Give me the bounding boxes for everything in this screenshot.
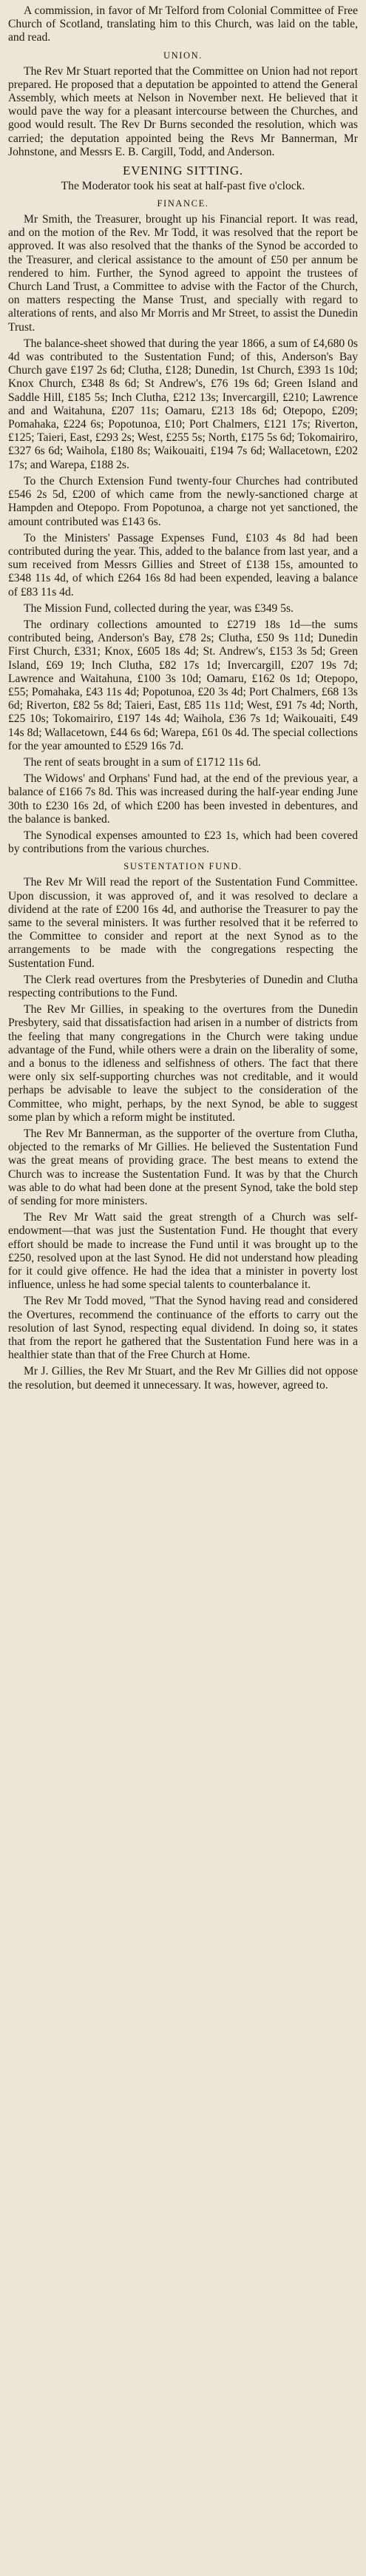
paragraph-synodical-expenses: The Synodical expenses amounted to £23 1s, which had been covered by contributions from the various churches. xyxy=(8,829,358,856)
section-heading-evening-sitting: EVENING SITTING. xyxy=(123,163,243,178)
paragraph-passage-expenses-fund: To the Ministers' Passage Expenses Fund, £103 4s 8d had been contributed during the year. This, added to the balance from last year, and a sum received from Messrs Gillies and Street of £138 15s, amounted to £348 11s 4d, of which £264 16s 8d had been expended, leaving a balance of £83 11s 4d. xyxy=(8,531,358,599)
moderator-line: The Moderator took his seat at half-past five o'clock. xyxy=(61,180,305,193)
paragraph-financial-report: Mr Smith, the Treasurer, brought up his Financial report. It was read, and on the motion of the Rev. Mr Todd, it was resolved that the report be approved. It was also resolved that the thanks of the Synod be accorded to the Treasurer, and clerical assistance to the amount of £50 per annum be rendered to him. Further, the Synod agreed to appoint the trustees of Church Land Trust, a Committee to advise with the Factor of the Church, on matters respecting the Manse Trust, and specially with regard to alterations of rents, and also Mr Morris and Mr Street, to assist the Dunedin Trust. xyxy=(8,213,358,334)
paragraph-sustentation-report: The Rev Mr Will read the report of the Sustentation Fund Committee. Upon discussion, it was approved of, and it was resolved to declare a dividend at the rate of £200 16s 4d, and authorise the Treasurer to pay the same to the several ministers. It was further resolved that it be referred to the Committee to consider and report at the next Synod as to the arrangements to be made with the congregations respecting the Sustentation Fund. xyxy=(8,876,358,970)
paragraph-watt-speech: The Rev Mr Watt said the great strength of a Church was self-endowment—that was just the Sustentation Fund. He thought that every effort should be made to increase the Fund until it was brought up to the £250, resolved upon at the last Synod. He did not understand how pleading for it could give offence. He had the idea that a minister in poverty lost influence, unless he had some special talents to counterbalance it. xyxy=(8,1211,358,1292)
paragraph-bannerman-speech: The Rev Mr Bannerman, as the supporter of the overture from Clutha, objected to the remarks of Mr Gillies. He believed the Sustentation Fund was the great means of providing grace. The best means to extend the Church was to increase the Sustentation Fund. It was by that the Church was able to do what had been done at the present Synod, take the bold step of sending for more ministers. xyxy=(8,1127,358,1208)
section-heading-finance: FINANCE. xyxy=(157,198,209,209)
paragraph-mission-fund: The Mission Fund, collected during the year, was £349 5s. xyxy=(24,601,294,615)
paragraph-church-extension-fund: To the Church Extension Fund twenty-four Churches had contributed £546 2s 5d, £200 of which came from the newly-sanctioned charge at Hampden and Otepopo. From Popotunoa, a charge not yet sanctioned, the amount contributed was £143 6s. xyxy=(8,474,358,528)
paragraph-commission: A commission, in favor of Mr Telford from Colonial Committee of Free Church of Scotland, translating him to this Church, was laid on the table, and read. xyxy=(8,4,358,44)
paragraph-ordinary-collections: The ordinary collections amounted to £2719 18s 1d—the sums contributed being, Anderson's Bay, £78 2s; Clutha, £50 9s 11d; Dunedin First Church, £331; Knox, £605 18s 4d; St. Andrew's, £153 3s 5d; Green Island, £69 19; Inch Clutha, £82 17s 1d; Invercargill, £207 19s 7d; Lawrence and Waitahuna, £100 3s 10d; Oamaru, £162 0s 1d; Otepopo, £55; Pomahaka, £43 11s 4d; Popotunoa, £20 3s 4d; Port Chalmers, £68 13s 6d; Riverton, £82 5s 8d; Taieri, East, £85 11s 11d; West, £91 7s 4d; North, £25 10s; Tokomairiro, £197 14s 4d; Waihola, £36 7s 1d; Waikouaiti, £49 14s 8d; Wallacetown, £44 6s 6d; Warepa, £61 0s 4d. The special collections for the year amounted to £529 16s 7d. xyxy=(8,618,358,752)
section-heading-union: UNION. xyxy=(163,50,203,61)
paragraph-gillies-speech: The Rev Mr Gillies, in speaking to the overtures from the Dunedin Presbytery, said that dissatisfaction had arisen in a number of districts from the feeling that many congregations in the Church were taking undue advantage of the Fund, while others were a drain on the liberality of some, and a bonus to the idleness and selfishness of others. The fact that there were only six self-supporting churches was not creditable, and it would perhaps be advisable to leave the subject to the consideration of the Committee, who might, perhaps, by the next Synod, be able to suggest some plan by which a reform might be instituted. xyxy=(8,1003,358,1124)
paragraph-todd-motion: The Rev Mr Todd moved, "That the Synod having read and considered the Overtures, recommend the continuance of the efforts to carry out the resolution of last Synod, respecting equal dividend. In doing so, it states that from the report he gathered that the Sustentation Fund here was in a healthier state than that of the Free Church at Home. xyxy=(8,1295,358,1362)
paragraph-closing: Mr J. Gillies, the Rev Mr Stuart, and the Rev Mr Gillies did not oppose the resolution, but deemed it unnecessary. It was, however, agreed to. xyxy=(8,1365,358,1392)
section-heading-sustentation-fund: SUSTENTATION FUND. xyxy=(123,861,243,872)
paragraph-seat-rents: The rent of seats brought in a sum of £1712 11s 6d. xyxy=(24,755,261,769)
paragraph-balance-sheet: The balance-sheet showed that during the year 1866, a sum of £4,680 0s 4d was contributed to the Sustentation Fund; of this, Anderson's Bay Church gave £197 2s 6d; Clutha, £128; Dunedin, 1st Church, £393 1s 10d; Knox Church, £348 8s 6d; St Andrew's, £76 19s 6d; Green Island and Saddle Hill, £185 5s; Inch Clutha, £212 13s; Invercargill, £210; Lawrence and and Waitahuna, £207 11s; Oamaru, £213 18s 6d; Otepopo, £209; Pomahaka, £224 6s; Popotunoa, £10; Port Chalmers, £121 17s; Riverton, £125; Taieri, East, £293 2s; West, £255 5s; North, £175 5s 6d; Tokomairiro, £327 6s 6d; Waihola, £180 8s; Waikouaiti, £194 7s 6d; Wallacetown, £202 17s; and Warepa, £188 2s. xyxy=(8,337,358,471)
paragraph-union-report: The Rev Mr Stuart reported that the Committee on Union had not report prepared. He proposed that a deputation be appointed to attend the General Assembly, which meets at Nelson in November next. He believed that it would pave the way for a pleasant intercourse between the Churches, and good would result. The Rev Dr Burns seconded the resolution, which was carried; the deputation appointed being the Revs Mr Bannerman, Mr Johnstone, and Messrs E. B. Cargill, Todd, and Anderson. xyxy=(8,64,358,158)
paragraph-widows-orphans-fund: The Widows' and Orphans' Fund had, at the end of the previous year, a balance of £166 7s 8d. This was increased during the half-year ending June 30th to £230 16s 2d, of which £200 has been invested in debentures, and the balance is banked. xyxy=(8,772,358,826)
paragraph-clerk-overtures: The Clerk read overtures from the Presbyteries of Dunedin and Clutha respecting contributions to the Fund. xyxy=(8,973,358,999)
